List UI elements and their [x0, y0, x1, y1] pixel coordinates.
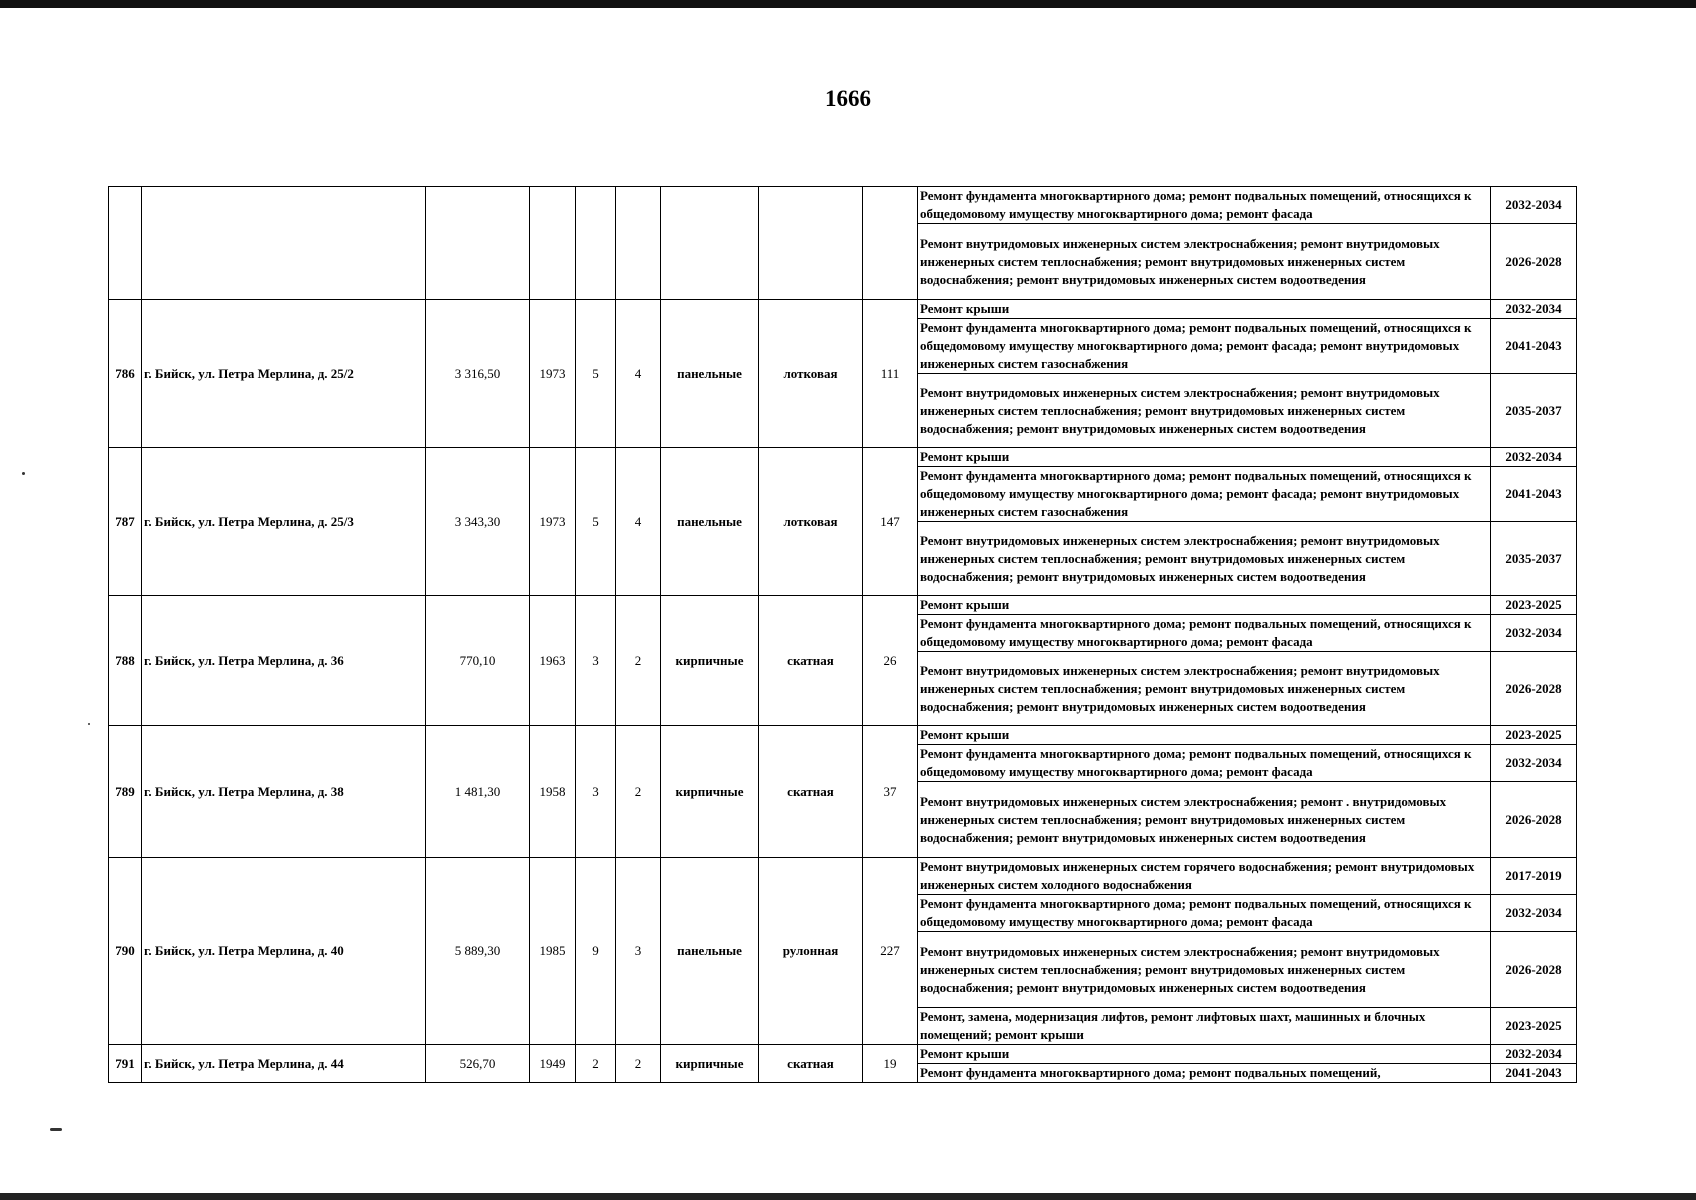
- table-row: [109, 596, 1577, 615]
- work-period: 2041-2043: [1491, 319, 1577, 374]
- house-floors: 3: [576, 596, 616, 726]
- house-apartments: [863, 187, 918, 300]
- house-apartments: 37: [863, 726, 918, 858]
- house-address: г. Бийск, ул. Петра Мерлина, д. 44: [142, 1045, 426, 1083]
- house-apartments: 26: [863, 596, 918, 726]
- work-description: Ремонт фундамента многоквартирного дома; ремонт подвальных помещений, относящихся к общедомовому имуществу многоквартирного дома; ремонт фасада: [918, 745, 1491, 782]
- work-period: 2017-2019: [1491, 858, 1577, 895]
- work-description: Ремонт внутридомовых инженерных систем электроснабжения; ремонт внутридомовых инженерных систем теплоснабжения; ремонт внутридомовых инженерных систем водоснабжения; ремонт внутридомовых инженерных систем водоотведения: [918, 652, 1491, 726]
- table-row: [109, 726, 1577, 745]
- house-area: 3 316,50: [426, 300, 530, 448]
- work-period: 2026-2028: [1491, 224, 1577, 300]
- scan-speck: [50, 1128, 62, 1131]
- work-period: 2035-2037: [1491, 374, 1577, 448]
- work-period: 2032-2034: [1491, 745, 1577, 782]
- house-floors: 9: [576, 858, 616, 1045]
- house-area: 5 889,30: [426, 858, 530, 1045]
- house-number: 788: [109, 596, 142, 726]
- house-apartments: 111: [863, 300, 918, 448]
- house-floors: 3: [576, 726, 616, 858]
- work-period: 2026-2028: [1491, 652, 1577, 726]
- house-number: 787: [109, 448, 142, 596]
- house-year: 1958: [530, 726, 576, 858]
- house-year: 1973: [530, 300, 576, 448]
- work-period: 2023-2025: [1491, 726, 1577, 745]
- work-description: Ремонт фундамента многоквартирного дома; ремонт подвальных помещений, относящихся к общедомовому имуществу многоквартирного дома; ремонт фасада: [918, 615, 1491, 652]
- work-period: 2032-2034: [1491, 1045, 1577, 1064]
- house-walls: кирпичные: [661, 1045, 759, 1083]
- house-floors: 2: [576, 1045, 616, 1083]
- house-apartments: 19: [863, 1045, 918, 1083]
- work-description: Ремонт внутридомовых инженерных систем горячего водоснабжения; ремонт внутридомовых инженерных систем холодного водоснабжения: [918, 858, 1491, 895]
- house-number: 790: [109, 858, 142, 1045]
- house-number: 786: [109, 300, 142, 448]
- work-period: 2026-2028: [1491, 782, 1577, 858]
- scan-speck: [88, 723, 90, 725]
- house-address: г. Бийск, ул. Петра Мерлина, д. 25/2: [142, 300, 426, 448]
- house-floors: [576, 187, 616, 300]
- work-period: 2041-2043: [1491, 1064, 1577, 1083]
- house-roof: рулонная: [759, 858, 863, 1045]
- table-row: [109, 187, 1577, 224]
- work-period: 2035-2037: [1491, 522, 1577, 596]
- house-roof: скатная: [759, 1045, 863, 1083]
- house-year: 1985: [530, 858, 576, 1045]
- work-period: 2032-2034: [1491, 448, 1577, 467]
- work-period: 2032-2034: [1491, 895, 1577, 932]
- house-roof: лотковая: [759, 300, 863, 448]
- house-year: 1963: [530, 596, 576, 726]
- scan-edge-top: [0, 0, 1696, 8]
- work-period: 2026-2028: [1491, 932, 1577, 1008]
- house-number: 791: [109, 1045, 142, 1083]
- house-roof: лотковая: [759, 448, 863, 596]
- page-number: 1666: [825, 86, 871, 111]
- house-walls: кирпичные: [661, 596, 759, 726]
- house-entrances: 4: [616, 300, 661, 448]
- scan-speck: [22, 472, 25, 475]
- house-area: 3 343,30: [426, 448, 530, 596]
- house-entrances: 3: [616, 858, 661, 1045]
- house-area: [426, 187, 530, 300]
- house-area: 1 481,30: [426, 726, 530, 858]
- work-description: Ремонт крыши: [918, 1045, 1491, 1064]
- work-description: Ремонт крыши: [918, 300, 1491, 319]
- house-walls: кирпичные: [661, 726, 759, 858]
- house-year: 1973: [530, 448, 576, 596]
- work-description: Ремонт внутридомовых инженерных систем электроснабжения; ремонт . внутридомовых инженерных систем теплоснабжения; ремонт внутридомовых инженерных систем водоснабжения; ремонт внутридомовых инженерных систем водоотведения: [918, 782, 1491, 858]
- housing-register-table: [108, 186, 1577, 1083]
- work-description: Ремонт фундамента многоквартирного дома; ремонт подвальных помещений, относящихся к общедомовому имуществу многоквартирного дома; ремонт фасада: [918, 187, 1491, 224]
- house-entrances: 2: [616, 1045, 661, 1083]
- table-row: [109, 448, 1577, 467]
- house-area: 526,70: [426, 1045, 530, 1083]
- work-description: Ремонт фундамента многоквартирного дома; ремонт подвальных помещений, относящихся к общедомовому имуществу многоквартирного дома; ремонт фасада: [918, 895, 1491, 932]
- house-year: 1949: [530, 1045, 576, 1083]
- work-period: 2032-2034: [1491, 615, 1577, 652]
- work-description: Ремонт внутридомовых инженерных систем электроснабжения; ремонт внутридомовых инженерных систем теплоснабжения; ремонт внутридомовых инженерных систем водоснабжения; ремонт внутридомовых инженерных систем водоотведения: [918, 374, 1491, 448]
- house-walls: [661, 187, 759, 300]
- house-entrances: [616, 187, 661, 300]
- house-roof: [759, 187, 863, 300]
- work-description: Ремонт фундамента многоквартирного дома; ремонт подвальных помещений,: [918, 1064, 1491, 1083]
- work-period: 2032-2034: [1491, 187, 1577, 224]
- house-number: [109, 187, 142, 300]
- house-apartments: 227: [863, 858, 918, 1045]
- house-walls: панельные: [661, 858, 759, 1045]
- house-entrances: 4: [616, 448, 661, 596]
- work-period: 2032-2034: [1491, 300, 1577, 319]
- house-address: г. Бийск, ул. Петра Мерлина, д. 36: [142, 596, 426, 726]
- table-row: [109, 1045, 1577, 1064]
- work-period: 2023-2025: [1491, 1008, 1577, 1045]
- house-entrances: 2: [616, 726, 661, 858]
- work-description: Ремонт крыши: [918, 596, 1491, 615]
- house-address: г. Бийск, ул. Петра Мерлина, д. 25/3: [142, 448, 426, 596]
- work-description: Ремонт крыши: [918, 448, 1491, 467]
- house-address: [142, 187, 426, 300]
- house-year: [530, 187, 576, 300]
- table-row: [109, 300, 1577, 319]
- house-address: г. Бийск, ул. Петра Мерлина, д. 38: [142, 726, 426, 858]
- house-roof: скатная: [759, 726, 863, 858]
- work-description: Ремонт внутридомовых инженерных систем электроснабжения; ремонт внутридомовых инженерных систем теплоснабжения; ремонт внутридомовых инженерных систем водоснабжения; ремонт внутридомовых инженерных систем водоотведения: [918, 224, 1491, 300]
- house-entrances: 2: [616, 596, 661, 726]
- house-floors: 5: [576, 448, 616, 596]
- work-description: Ремонт фундамента многоквартирного дома; ремонт подвальных помещений, относящихся к общедомовому имуществу многоквартирного дома; ремонт фасада; ремонт внутридомовых инженерных систем газоснабжения: [918, 319, 1491, 374]
- house-number: 789: [109, 726, 142, 858]
- house-apartments: 147: [863, 448, 918, 596]
- house-roof: скатная: [759, 596, 863, 726]
- scan-edge-bottom: [0, 1193, 1696, 1200]
- house-area: 770,10: [426, 596, 530, 726]
- house-walls: панельные: [661, 448, 759, 596]
- work-period: 2023-2025: [1491, 596, 1577, 615]
- work-description: Ремонт внутридомовых инженерных систем электроснабжения; ремонт внутридомовых инженерных систем теплоснабжения; ремонт внутридомовых инженерных систем водоснабжения; ремонт внутридомовых инженерных систем водоотведения: [918, 932, 1491, 1008]
- work-description: Ремонт фундамента многоквартирного дома; ремонт подвальных помещений, относящихся к общедомовому имуществу многоквартирного дома; ремонт фасада; ремонт внутридомовых инженерных систем газоснабжения: [918, 467, 1491, 522]
- work-description: Ремонт, замена, модернизация лифтов, ремонт лифтовых шахт, машинных и блочных помещений; ремонт крыши: [918, 1008, 1491, 1045]
- work-description: Ремонт внутридомовых инженерных систем электроснабжения; ремонт внутридомовых инженерных систем теплоснабжения; ремонт внутридомовых инженерных систем водоснабжения; ремонт внутридомовых инженерных систем водоотведения: [918, 522, 1491, 596]
- house-floors: 5: [576, 300, 616, 448]
- table-row: [109, 858, 1577, 895]
- house-walls: панельные: [661, 300, 759, 448]
- table-body: [109, 187, 1577, 1083]
- work-description: Ремонт крыши: [918, 726, 1491, 745]
- work-period: 2041-2043: [1491, 467, 1577, 522]
- house-address: г. Бийск, ул. Петра Мерлина, д. 40: [142, 858, 426, 1045]
